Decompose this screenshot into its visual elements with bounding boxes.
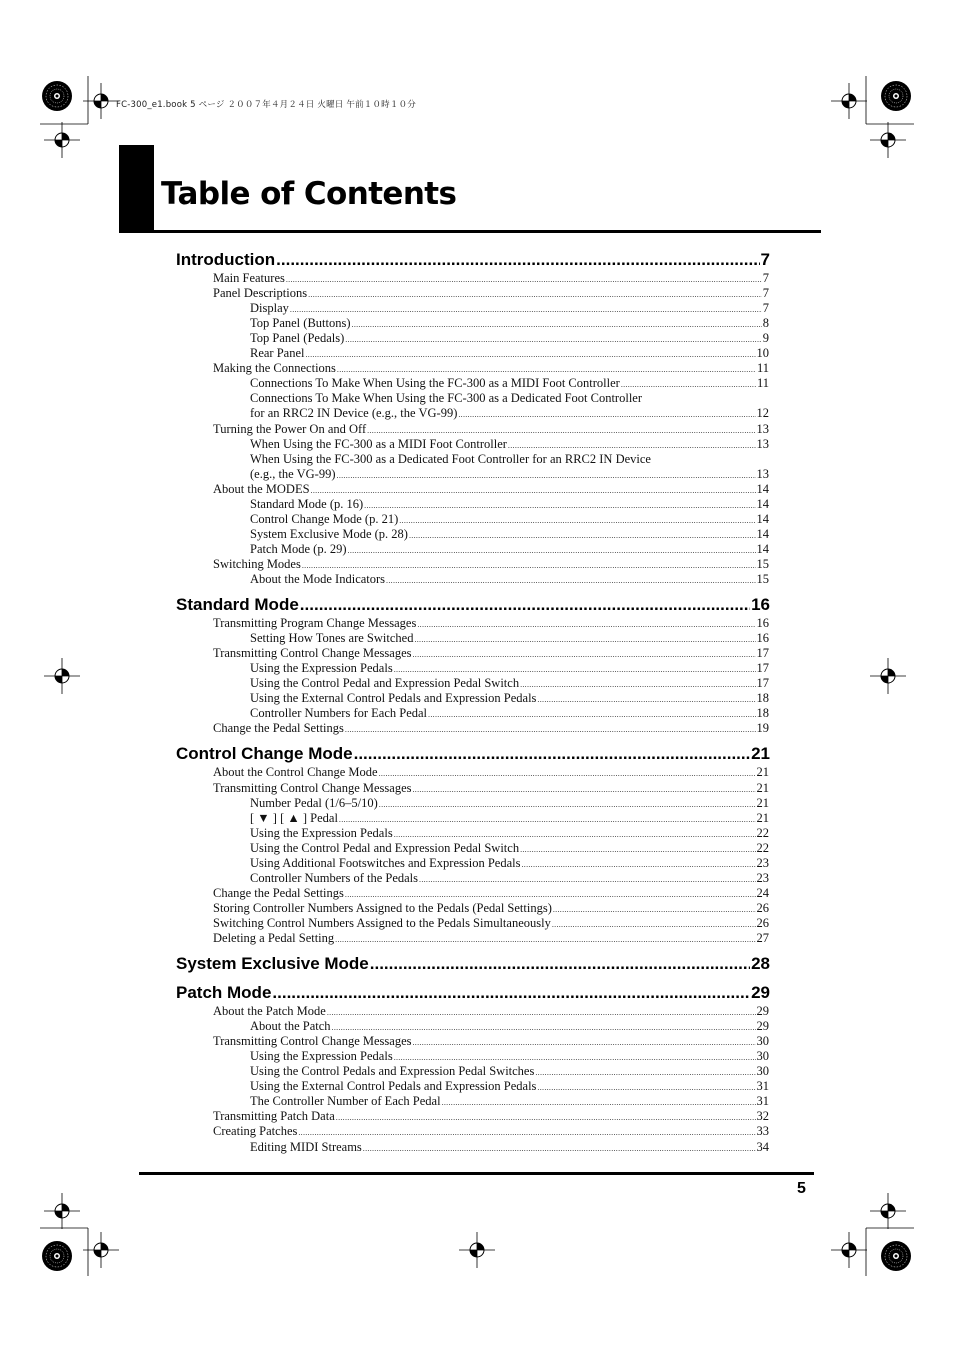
- toc-entry-title: Transmitting Control Change Messages: [213, 646, 412, 661]
- toc-entry-page: 16: [756, 631, 769, 646]
- toc-entry[interactable]: [213, 886, 769, 901]
- registration-mark: [831, 83, 867, 119]
- toc-entry-title: Display: [250, 301, 289, 316]
- dot-leader: [335, 931, 755, 946]
- toc-entry[interactable]: [250, 376, 769, 391]
- toc-entry-title: Rear Panel: [250, 346, 305, 361]
- toc-entry[interactable]: [213, 286, 769, 301]
- toc-entry[interactable]: [250, 1019, 769, 1034]
- toc-entry-page: 17: [756, 661, 769, 676]
- toc-entry[interactable]: [250, 467, 769, 482]
- registration-mark: [870, 1193, 906, 1229]
- toc-entry-page: 13: [756, 466, 769, 481]
- dot-leader: [337, 467, 756, 482]
- toc-entry-title: Standard Mode (p. 16): [250, 496, 364, 511]
- toc-entry-page: 34: [756, 1139, 769, 1154]
- toc-entry[interactable]: [250, 1079, 769, 1094]
- toc-entry-page: 30: [756, 1064, 769, 1079]
- toc-section-heading[interactable]: [176, 744, 770, 764]
- toc-entry-title: Standard Mode: [176, 595, 299, 615]
- toc-entry-title: for an RRC2 IN Device (e.g., the VG-99): [250, 406, 458, 421]
- toc-entry-page: 29: [756, 1004, 769, 1019]
- dot-leader: [298, 1124, 755, 1139]
- toc-entry-title: Making the Connections: [213, 361, 336, 376]
- toc-entry-title: Deleting a Pedal Setting: [213, 931, 335, 945]
- toc-entry-title: Using the Expression Pedals: [250, 661, 393, 676]
- dot-leader: [414, 631, 755, 646]
- toc-entry[interactable]: [250, 452, 769, 467]
- toc-entry-title: Controller Numbers of the Pedals: [250, 870, 419, 885]
- toc-entry[interactable]: [250, 826, 769, 841]
- toc-entry[interactable]: [213, 361, 769, 376]
- toc-entry[interactable]: [213, 721, 769, 736]
- toc-entry[interactable]: [213, 901, 769, 916]
- toc-entry-page: 17: [756, 646, 769, 661]
- dot-leader: [413, 646, 756, 661]
- toc-entry[interactable]: [250, 572, 769, 587]
- footer-rule: [139, 1172, 814, 1175]
- toc-entry-page: 11: [756, 361, 769, 376]
- registration-mark: [870, 658, 906, 694]
- dot-leader: [553, 901, 756, 916]
- toc-entry-title: Patch Mode (p. 29): [250, 541, 347, 556]
- toc-entry[interactable]: [250, 497, 769, 512]
- dot-leader: [370, 954, 750, 974]
- toc-entry-page: 14: [756, 496, 769, 511]
- toc-entry-page: 27: [756, 931, 769, 945]
- toc-entry-page: 29: [751, 983, 770, 1003]
- toc-entry-page: 15: [756, 572, 769, 586]
- toc-entry[interactable]: [213, 781, 769, 796]
- toc-entry-title: System Exclusive Mode: [176, 954, 369, 974]
- toc-entry-page: 14: [756, 541, 769, 556]
- toc-entry-title: Transmitting Control Change Messages: [213, 1034, 412, 1049]
- toc-entry-page: 9: [762, 331, 769, 346]
- toc-entry-title: Top Panel (Pedals): [250, 331, 345, 346]
- dot-leader: [417, 616, 755, 631]
- dot-leader: [345, 886, 756, 901]
- toc-entry[interactable]: [250, 527, 769, 542]
- toc-entry-page: 7: [762, 301, 769, 316]
- registration-sunburst-mark: [42, 1241, 72, 1271]
- registration-mark: [44, 122, 80, 158]
- toc-entry-title: Transmitting Program Change Messages: [213, 616, 417, 631]
- toc-entry[interactable]: [250, 871, 769, 886]
- toc-entry-title: Number Pedal (1/6–5/10): [250, 795, 378, 810]
- toc-entry-title: About the Control Change Mode: [213, 765, 378, 780]
- dot-leader: [354, 744, 750, 764]
- dot-leader: [311, 482, 756, 497]
- toc-entry-title: Using the Expression Pedals: [250, 825, 393, 840]
- toc-entry-title: About the Mode Indicators: [250, 572, 386, 586]
- toc-entry[interactable]: [250, 691, 769, 706]
- dot-leader: [621, 376, 756, 391]
- toc-entry[interactable]: [250, 796, 769, 811]
- toc-entry-title: Switching Control Numbers Assigned to the Pedals Simultaneously: [213, 915, 551, 930]
- toc-entry-title: Introduction: [176, 250, 276, 269]
- toc-entry-title: Patch Mode: [176, 983, 272, 1003]
- registration-mark: [831, 1232, 867, 1268]
- toc-entry[interactable]: [213, 1124, 769, 1139]
- toc-entry[interactable]: [250, 1064, 769, 1079]
- toc-entry-page: 23: [756, 870, 769, 885]
- toc-entry-page: 12: [756, 406, 769, 421]
- toc-entry-page: 21: [756, 795, 769, 810]
- toc-section-heading[interactable]: [176, 954, 770, 974]
- dot-leader: [399, 512, 755, 527]
- toc-entry[interactable]: [213, 646, 769, 661]
- toc-section-heading[interactable]: [176, 250, 770, 270]
- dot-leader: [535, 1064, 755, 1079]
- toc-entry-page: 31: [756, 1094, 769, 1109]
- dot-leader: [428, 706, 755, 721]
- dot-leader: [394, 826, 756, 841]
- toc-entry-page: 32: [756, 1109, 769, 1124]
- toc-entry-title: Setting How Tones are Switched: [250, 631, 414, 646]
- toc-entry[interactable]: [250, 512, 769, 527]
- toc-entry-page: 33: [756, 1124, 769, 1139]
- toc-entry[interactable]: [250, 331, 769, 346]
- dot-leader: [394, 1049, 756, 1064]
- toc-entry[interactable]: [250, 406, 769, 421]
- toc-entry[interactable]: [250, 811, 769, 826]
- toc-entry[interactable]: [250, 706, 769, 721]
- toc-entry[interactable]: [213, 1109, 769, 1124]
- registration-mark: [459, 1232, 495, 1268]
- toc-entry[interactable]: [250, 346, 769, 361]
- toc-entry[interactable]: [250, 1049, 769, 1064]
- toc-entry-page: 8: [762, 316, 769, 331]
- toc-entry-title: Editing MIDI Streams: [250, 1139, 362, 1154]
- toc-entry-title: Change the Pedal Settings: [213, 721, 344, 736]
- toc-entry[interactable]: [250, 1140, 769, 1155]
- toc-entry-page: 13: [756, 421, 769, 436]
- toc-entry-title: Panel Descriptions: [213, 286, 308, 301]
- toc-entry-title: Using the External Control Pedals and Expression Pedals: [250, 1079, 537, 1094]
- toc-entry-page: 15: [756, 556, 769, 571]
- dot-leader: [345, 721, 756, 736]
- dot-leader: [336, 1109, 756, 1124]
- dot-leader: [379, 796, 756, 811]
- toc-entry-title: Creating Patches: [213, 1124, 298, 1139]
- toc-entry[interactable]: [250, 841, 769, 856]
- toc-entry-page: 23: [756, 855, 769, 870]
- toc-entry-title: (e.g., the VG-99): [250, 466, 336, 481]
- toc-entry-page: 16: [756, 616, 769, 631]
- toc-entry-title: Transmitting Patch Data: [213, 1109, 335, 1124]
- dot-leader: [367, 422, 755, 437]
- dot-leader: [521, 856, 755, 871]
- toc-entry-page: 16: [751, 595, 770, 615]
- registration-sunburst-mark: [881, 1241, 911, 1271]
- dot-leader: [290, 301, 762, 316]
- registration-sunburst-mark: [42, 81, 72, 111]
- toc-entry[interactable]: [213, 422, 769, 437]
- toc-entry-title: When Using the FC-300 as a MIDI Foot Controller: [250, 436, 507, 451]
- toc-entry-page: 21: [756, 810, 769, 825]
- toc-entry-page: 18: [756, 706, 769, 721]
- toc-entry-page: 31: [756, 1079, 769, 1094]
- dot-leader: [442, 1094, 756, 1109]
- dot-leader: [508, 437, 756, 452]
- toc-entry-title: System Exclusive Mode (p. 28): [250, 526, 408, 541]
- toc-section-heading[interactable]: [176, 595, 770, 615]
- toc-entry-title: About the Patch Mode: [213, 1004, 326, 1019]
- toc-entry[interactable]: [213, 616, 769, 631]
- toc-entry[interactable]: [213, 557, 769, 572]
- toc-entry-page: 21: [751, 744, 770, 764]
- toc-entry-page: 30: [756, 1049, 769, 1064]
- toc-section-heading[interactable]: [176, 983, 770, 1003]
- print-header-note: FC-300_e1.book 5 ページ ２００７年４月２４日 火曜日 午前１０時１０分: [116, 100, 416, 110]
- toc-entry[interactable]: [213, 931, 769, 946]
- toc-entry-page: 17: [756, 676, 769, 691]
- dot-leader: [337, 361, 756, 376]
- toc-entry-page: 14: [756, 481, 769, 496]
- toc-entry[interactable]: [250, 316, 769, 331]
- toc-entry[interactable]: [250, 437, 769, 452]
- toc-entry-page: 19: [756, 721, 769, 736]
- dot-leader: [379, 765, 756, 780]
- dot-leader: [272, 983, 750, 1003]
- toc-entry[interactable]: [250, 301, 769, 316]
- registration-sunburst-mark: [881, 81, 911, 111]
- title-rule: [119, 230, 821, 233]
- toc-entry-title: Control Change Mode (p. 21): [250, 511, 399, 526]
- toc-entry-page: 11: [756, 376, 769, 391]
- dot-leader: [552, 916, 756, 931]
- toc-entry-title: Using the External Control Pedals and Expression Pedals: [250, 691, 537, 706]
- page-number: 5: [797, 1180, 806, 1197]
- toc-entry-title: Main Features: [213, 271, 285, 285]
- toc-entry-page: 28: [751, 954, 770, 974]
- toc-entry-page: 26: [756, 900, 769, 915]
- toc-entry-page: 30: [756, 1034, 769, 1049]
- toc-entry-title: [ ▼ ] [ ▲ ] Pedal: [250, 810, 338, 825]
- registration-mark: [44, 1193, 80, 1229]
- toc-entry[interactable]: [250, 542, 769, 557]
- dot-leader: [537, 691, 755, 706]
- toc-entry[interactable]: [213, 482, 769, 497]
- toc-entry-title: Transmitting Control Change Messages: [213, 780, 412, 795]
- page-title: Table of Contents: [161, 176, 457, 212]
- dot-leader: [363, 1140, 756, 1155]
- toc-entry-page: 7: [762, 271, 769, 285]
- dot-leader: [286, 271, 762, 286]
- toc-entry-title: About the Patch: [250, 1019, 331, 1034]
- dot-leader: [386, 572, 755, 587]
- dot-leader: [520, 841, 755, 856]
- toc-entry-title: Connections To Make When Using the FC-300 as a Dedicated Foot Controller: [250, 391, 643, 406]
- toc-entry-page: 22: [756, 840, 769, 855]
- toc-entry-title: Connections To Make When Using the FC-300 as a MIDI Foot Controller: [250, 376, 620, 391]
- toc-entry-title: Using the Control Pedal and Expression Pedal Switch: [250, 676, 520, 691]
- dot-leader: [537, 1079, 755, 1094]
- toc-entry-page: 7: [762, 286, 769, 301]
- toc-entry-page: 24: [756, 885, 769, 900]
- toc-entry[interactable]: [250, 631, 769, 646]
- dot-leader: [458, 406, 755, 421]
- dot-leader: [276, 250, 759, 270]
- toc-entry-page: 26: [756, 915, 769, 930]
- dot-leader: [409, 527, 756, 542]
- toc-entry-page: 13: [756, 436, 769, 451]
- dot-leader: [300, 595, 750, 615]
- toc-entry[interactable]: [213, 916, 769, 931]
- dot-leader: [332, 1019, 756, 1034]
- toc-entry[interactable]: [250, 856, 769, 871]
- toc-entry-title: Top Panel (Buttons): [250, 316, 351, 331]
- toc-entry-title: Turning the Power On and Off: [213, 421, 367, 436]
- toc-entry-page: 29: [756, 1019, 769, 1034]
- toc-entry-title: Storing Controller Numbers Assigned to the Pedals (Pedal Settings): [213, 900, 552, 915]
- dot-leader: [308, 286, 762, 301]
- toc-entry-title: Using Additional Footswitches and Expression Pedals: [250, 855, 521, 870]
- toc-entry-title: Using the Control Pedals and Expression Pedal Switches: [250, 1064, 535, 1079]
- dot-leader: [419, 871, 755, 886]
- toc-entry-title: Using the Expression Pedals: [250, 1049, 393, 1064]
- dot-leader: [306, 346, 756, 361]
- registration-mark: [44, 658, 80, 694]
- toc-entry-title: Control Change Mode: [176, 744, 353, 764]
- registration-mark: [870, 122, 906, 158]
- toc-entry-page: 22: [756, 825, 769, 840]
- toc-entry-page: 21: [756, 765, 769, 780]
- toc-entry[interactable]: [250, 1094, 769, 1109]
- dot-leader: [302, 557, 756, 572]
- toc-entry[interactable]: [250, 676, 769, 691]
- toc-entry-title: About the MODES: [213, 481, 310, 496]
- toc-entry-title: Using the Control Pedal and Expression Pedal Switch: [250, 840, 520, 855]
- dot-leader: [413, 781, 756, 796]
- dot-leader: [364, 497, 755, 512]
- toc-entry-title: Controller Numbers for Each Pedal: [250, 706, 428, 721]
- dot-leader: [394, 661, 756, 676]
- toc-entry-title: When Using the FC-300 as a Dedicated Foot Controller for an RRC2 IN Device: [250, 451, 651, 466]
- toc-entry-page: 7: [760, 250, 770, 269]
- toc-entry-page: 21: [756, 780, 769, 795]
- toc-entry[interactable]: [213, 1034, 769, 1049]
- toc-entry-page: 10: [756, 346, 769, 361]
- toc-entry[interactable]: [213, 765, 769, 780]
- toc-entry-title: Change the Pedal Settings: [213, 885, 344, 900]
- title-black-block: [119, 145, 154, 233]
- toc-entry[interactable]: [213, 1004, 769, 1019]
- toc-entry-page: 14: [756, 511, 769, 526]
- toc-entry-page: 18: [756, 691, 769, 706]
- toc-entry-title: Switching Modes: [213, 556, 301, 571]
- toc-entry[interactable]: [250, 661, 769, 676]
- toc-entry[interactable]: [213, 271, 769, 286]
- dot-leader: [413, 1034, 756, 1049]
- dot-leader: [339, 811, 756, 826]
- toc-entry[interactable]: [250, 391, 769, 406]
- toc-entry-title: The Controller Number of Each Pedal: [250, 1094, 441, 1109]
- dot-leader: [520, 676, 755, 691]
- dot-leader: [348, 542, 756, 557]
- dot-leader: [345, 331, 762, 346]
- dot-leader: [327, 1004, 756, 1019]
- toc-entry-page: 14: [756, 526, 769, 541]
- dot-leader: [352, 316, 762, 331]
